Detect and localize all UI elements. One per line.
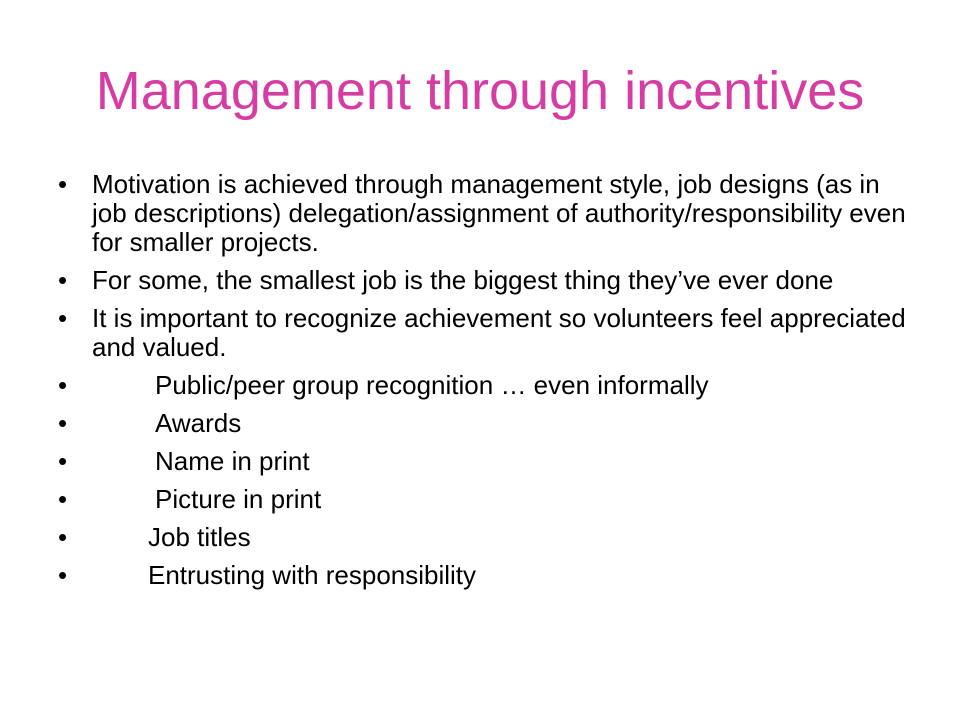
bullet-list: [58, 170, 908, 599]
bullet-text: For some, the smallest job is the biggest thing they’ve ever done: [92, 265, 834, 295]
bullet-text: Job titles: [148, 522, 251, 552]
bullet-item: [58, 304, 908, 362]
bullet-icon: •: [58, 560, 68, 590]
bullet-icon: •: [58, 265, 68, 295]
bullet-icon: •: [58, 370, 68, 400]
bullet-icon: •: [58, 446, 68, 476]
bullet-item: [58, 485, 908, 514]
bullet-item: [58, 523, 908, 552]
bullet-item: [58, 371, 908, 400]
bullet-text: Public/peer group recognition … even informally: [155, 370, 709, 400]
bullet-icon: •: [58, 522, 68, 552]
slide-title: Management through incentives: [95, 61, 865, 121]
bullet-text: Name in print: [155, 446, 310, 476]
bullet-text: Motivation is achieved through management style, job designs (as in job descriptions) delegation/assignment of authority/responsibility even for smaller projects.: [92, 169, 906, 257]
bullet-icon: •: [58, 484, 68, 514]
bullet-item: [58, 447, 908, 476]
bullet-item: [58, 409, 908, 438]
bullet-text: It is important to recognize achievement so volunteers feel appreciated and valued.: [92, 303, 906, 362]
bullet-item: [58, 561, 908, 590]
bullet-text: Awards: [155, 408, 242, 438]
bullet-icon: •: [58, 408, 68, 438]
bullet-item: [58, 266, 908, 295]
bullet-text: Entrusting with responsibility: [148, 560, 477, 590]
bullet-icon: •: [58, 169, 68, 199]
bullet-item: [58, 170, 908, 257]
bullet-icon: •: [58, 303, 68, 333]
bullet-text: Picture in print: [155, 484, 322, 514]
